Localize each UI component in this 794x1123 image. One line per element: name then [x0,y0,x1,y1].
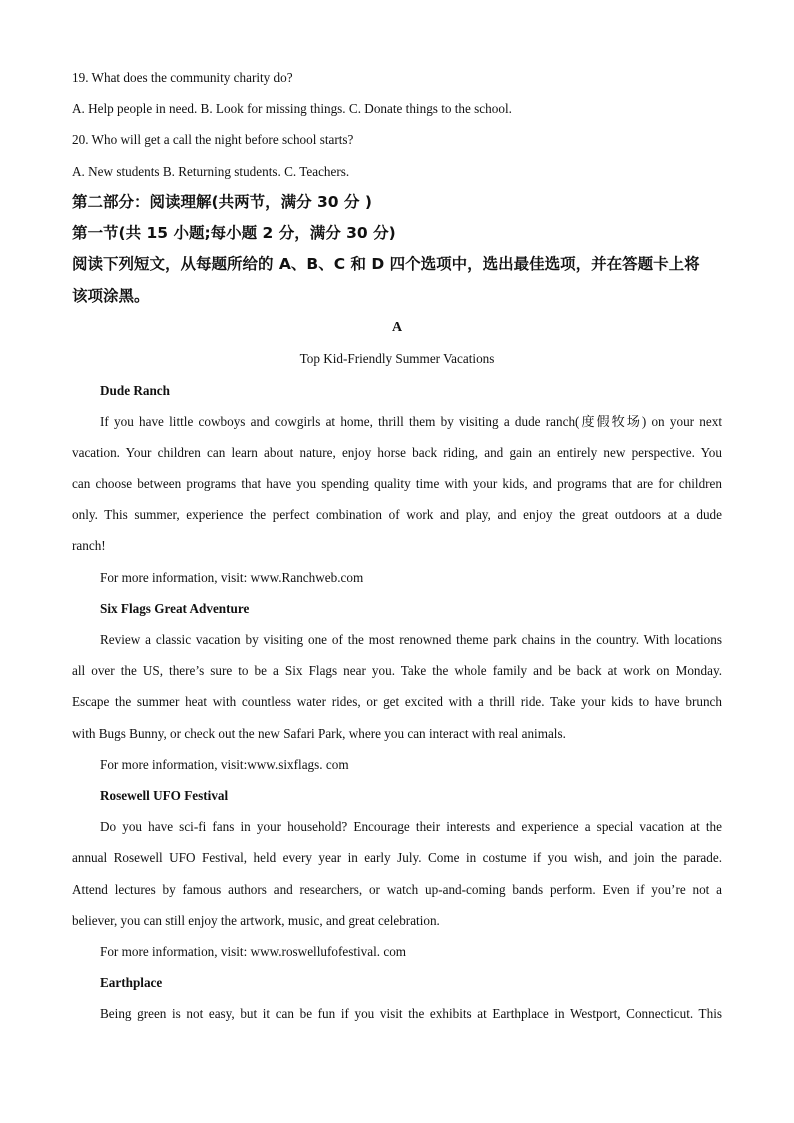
paragraph-six-flags [72,624,722,749]
paragraph-dude-ranch [72,406,722,562]
question-19-stem: 19. What does the community charity do? [72,70,293,85]
paragraph-line: Being green is not easy, but it can be fun if you visit the exhibits at Earthplace in Westport, Connecticut. This [100,1006,722,1022]
paragraph-line: can choose between programs that have you spending quality time with your kids, and programs that are for children [72,476,722,492]
info-dude-ranch: For more information, visit: www.Ranchweb.com [100,569,364,585]
paragraph-line: vacation. Your children can learn about nature, enjoy horse back riding, and gain an entirely new perspective. You [72,444,722,460]
paragraph-line: Escape the summer heat with countless water rides, or get excited with a thrill ride. Take your kids to have brunch [72,694,722,710]
paragraph-line: Do you have sci-fi fans in your household? Encourage their interests and experience a special vacation at the [100,819,722,835]
paragraph-earthplace [72,998,722,1029]
section-name-six-flags: Six Flags Great Adventure [100,600,250,616]
passage-letter: A [391,320,403,336]
section-name-earthplace: Earthplace [100,975,163,991]
paragraph-line: ranch! [72,538,106,554]
paragraph-line: Attend lectures by famous authors and researchers, or watch up-and-coming bands perform. Even if you’re not a [72,881,722,897]
question-19-options: A. Help people in need. B. Look for missing things. C. Donate things to the school. [72,101,512,117]
paragraph-line: If you have little cowboys and cowgirls at home, thrill them by visiting a dude ranch(度假牧场) on your next [100,413,722,429]
paragraph-line: only. This summer, experience the perfect combination of work and play, and enjoy the great outdoors at a dude [72,507,722,523]
passage-title: Top Kid-Friendly Summer Vacations [299,351,495,367]
paragraph-line: with Bugs Bunny, or check out the new Safari Park, where you can interact with real animals. [72,725,566,741]
question-20-stem: 20. Who will get a call the night before school starts? [72,132,354,148]
exam-page [72,62,722,1029]
question-20-options: A. New students B. Returning students. C. Teachers. [72,163,350,179]
paragraph-rosewell-ufo [72,811,722,936]
info-rosewell-ufo: For more information, visit: www.roswellufofestival. com [100,943,407,959]
paragraph-line: annual Rosewell UFO Festival, held every year in early July. Come in costume if you wish, and join the parade. [72,850,722,866]
section-1-heading: 第一节(共 15 小题;每小题 2 分，满分 30 分) [72,223,396,242]
instruction-line-2: 该项涂黑。 [72,286,150,305]
section-name-dude-ranch: Dude Ranch [100,382,170,398]
paragraph-line: Review a classic vacation by visiting one of the most renowned theme park chains in the country. With locations [100,632,722,647]
part-2-heading: 第二部分：阅读理解(共两节，满分 30 分 ) [72,192,372,211]
section-name-rosewell-ufo: Rosewell UFO Festival [100,787,229,803]
paragraph-line: believer, you can still enjoy the artwork, music, and great celebration. [72,912,440,928]
paragraph-line: all over the US, there’s sure to be a Six Flags near you. Take the whole family and be back at work on Monday. [72,663,722,679]
instruction-line-1: 阅读下列短文，从每题所给的 A、B、C 和 D 四个选项中，选出最佳选项，并在答题卡上将 [72,255,700,274]
info-six-flags: For more information, visit:www.sixflags. com [100,756,349,772]
